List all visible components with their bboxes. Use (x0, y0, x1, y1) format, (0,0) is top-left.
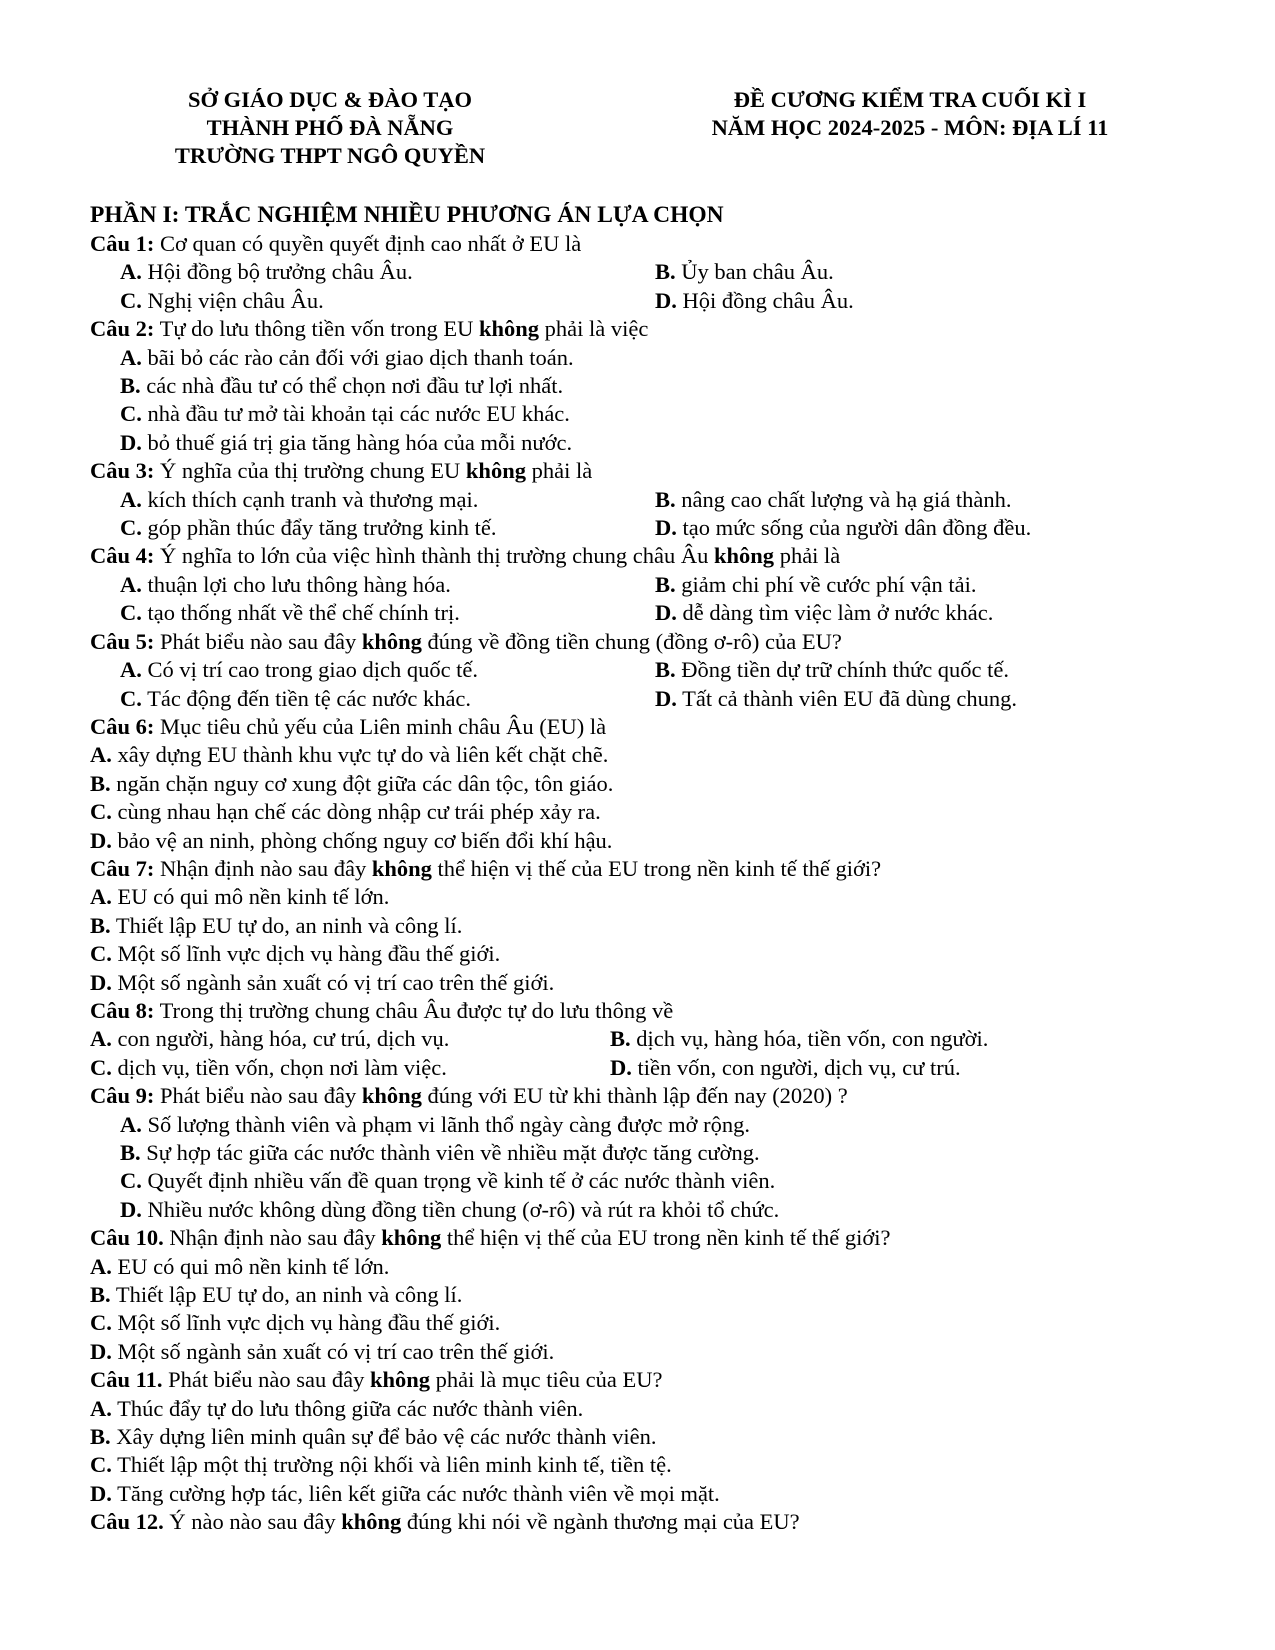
option-label: D. (90, 969, 112, 995)
question-number: Câu 9: (90, 1083, 155, 1109)
option-b (90, 770, 1220, 798)
question-6 (90, 713, 1220, 855)
question-keyword: không (381, 1225, 442, 1251)
option-c (90, 1451, 1220, 1479)
header-left (120, 86, 540, 170)
question-text: Mục tiêu chủ yếu của Liên minh châu Âu (EU) là (154, 713, 607, 739)
question-number: Câu 8: (90, 997, 155, 1023)
question-text: Phát biểu nào sau đây (154, 628, 362, 654)
question-8 (90, 997, 1220, 1082)
option-b (655, 656, 1215, 684)
option-text: xây dựng EU thành khu vực tự do và liên kết chặt chẽ. (111, 742, 609, 768)
question-keyword: không (478, 316, 540, 342)
option-label: C. (90, 1310, 112, 1336)
option-label: A. (90, 884, 112, 910)
option-d (655, 599, 1215, 627)
question-text: Cơ quan có quyền quyết định cao nhất ở EU là (154, 231, 582, 256)
option-a (120, 258, 655, 286)
question-stem (90, 628, 1220, 656)
option-c (120, 287, 655, 315)
option-d (610, 1054, 1185, 1082)
option-label: C. (120, 515, 142, 541)
document-body (90, 200, 1220, 1537)
option-text: bảo vệ an ninh, phòng chống nguy cơ biến đổi khí hậu. (111, 827, 613, 853)
question-keyword: không (341, 1509, 402, 1535)
option-text: nâng cao chất lượng và hạ giá thành. (675, 486, 1012, 512)
question-2 (90, 315, 1220, 457)
question-stem (90, 542, 1220, 570)
question-stem (90, 230, 1220, 258)
question-11 (90, 1366, 1220, 1508)
option-label: A. (120, 344, 142, 370)
option-b (655, 258, 1215, 286)
question-text-end: phải là (525, 458, 593, 484)
question-keyword: không (371, 855, 432, 881)
question-number: Câu 3: (90, 458, 155, 484)
option-b (655, 571, 1215, 599)
option-text: EU có qui mô nền kinh tế lớn. (111, 1253, 390, 1279)
question-4 (90, 542, 1220, 627)
option-text: Có vị trí cao trong giao dịch quốc tế. (141, 657, 479, 683)
option-a (90, 883, 1220, 911)
question-stem (90, 315, 1220, 343)
question-9 (90, 1082, 1220, 1224)
option-a (90, 741, 1220, 769)
option-d (655, 514, 1215, 542)
option-label: D. (90, 827, 112, 853)
question-text: Tự do lưu thông tiền vốn trong EU (154, 316, 479, 342)
option-label: C. (120, 287, 142, 313)
option-label: A. (120, 571, 142, 597)
option-d (655, 287, 1215, 315)
question-text: Ý nghĩa của thị trường chung EU (154, 458, 466, 484)
option-c (90, 1054, 610, 1082)
option-text: dịch vụ, hàng hóa, tiền vốn, con người. (630, 1026, 989, 1052)
option-label: B. (90, 1424, 111, 1450)
option-list (90, 1025, 1220, 1082)
option-text: dịch vụ, tiền vốn, chọn nơi làm việc. (111, 1054, 447, 1080)
question-number: Câu 10. (90, 1225, 164, 1251)
question-number: Câu 7: (90, 855, 155, 881)
option-a (120, 656, 655, 684)
option-c (90, 1309, 1220, 1337)
option-text: Một số lĩnh vực dịch vụ hàng đầu thế giới. (111, 941, 501, 967)
option-text: Thiết lập EU tự do, an ninh và công lí. (110, 1282, 463, 1308)
option-a (120, 486, 655, 514)
option-text: nhà đầu tư mở tài khoản tại các nước EU khác. (141, 401, 570, 427)
option-b (90, 372, 1220, 400)
question-text: Nhận định nào sau đây (154, 855, 372, 881)
option-label: C. (120, 600, 142, 626)
option-text: góp phần thúc đẩy tăng trưởng kinh tế. (141, 515, 497, 541)
question-stem (90, 855, 1220, 883)
option-label: D. (90, 1480, 112, 1506)
option-list (90, 258, 1220, 315)
option-label: C. (90, 1452, 112, 1478)
option-label: B. (120, 1140, 141, 1165)
question-stem (90, 997, 1220, 1025)
school-name: TRƯỜNG THPT NGÔ QUYỀN (174, 143, 486, 168)
option-text: tạo mức sống của người dân đồng đều. (676, 515, 1032, 541)
option-b (90, 1423, 1220, 1451)
option-text: Xây dựng liên minh quân sự để bảo vệ các nước thành viên. (110, 1424, 657, 1450)
option-label: B. (90, 912, 111, 938)
option-list (90, 656, 1220, 713)
question-number: Câu 6: (90, 713, 155, 739)
question-text-end: phải là việc (539, 316, 649, 342)
option-label: B. (655, 657, 676, 683)
option-label: D. (655, 287, 677, 313)
option-label: C. (90, 941, 112, 967)
question-12 (90, 1508, 1220, 1536)
question-stem (90, 713, 1220, 741)
question-text-end: đúng với EU từ khi thành lập đến nay (2020) ? (421, 1083, 848, 1109)
question-stem (90, 1508, 1220, 1536)
question-text-end: phải là (774, 543, 841, 569)
option-label: C. (120, 401, 142, 427)
question-stem (90, 1366, 1220, 1394)
option-text: tạo thống nhất về thể chế chính trị. (141, 600, 460, 626)
question-text-end: thể hiện vị thế của EU trong nền kinh tế thế giới? (431, 855, 882, 881)
option-text: Nhiều nước không dùng đồng tiền chung (ơ-rô) và rút ra khỏi tổ chức. (141, 1196, 780, 1222)
option-a (90, 1111, 1220, 1139)
option-a (90, 344, 1220, 372)
question-number: Câu 4: (90, 543, 155, 569)
question-3 (90, 457, 1220, 542)
school-year-subject: NĂM HỌC 2024-2025 - MÔN: ĐỊA LÍ 11 (711, 115, 1109, 140)
header-right (650, 86, 1170, 142)
option-text: Thiết lập EU tự do, an ninh và công lí. (110, 912, 463, 938)
question-keyword: không (370, 1367, 431, 1393)
option-label: B. (655, 486, 676, 512)
option-d (90, 827, 1220, 855)
option-label: C. (120, 685, 142, 711)
option-text: cùng nhau hạn chế các dòng nhập cư trái phép xảy ra. (111, 799, 601, 825)
option-label: D. (610, 1054, 632, 1080)
option-label: B. (655, 259, 676, 285)
option-b (655, 486, 1215, 514)
option-label: C. (120, 1168, 142, 1194)
option-label: D. (90, 1338, 112, 1364)
option-text: thuận lợi cho lưu thông hàng hóa. (141, 571, 451, 597)
option-text: Tăng cường hợp tác, liên kết giữa các nước thành viên về mọi mặt. (111, 1480, 720, 1506)
question-number: Câu 11. (90, 1367, 163, 1393)
option-label: A. (90, 1395, 112, 1421)
option-label: D. (120, 1196, 142, 1222)
option-c (120, 599, 655, 627)
option-text: EU có qui mô nền kinh tế lớn. (111, 884, 390, 910)
option-a (90, 1395, 1220, 1423)
section-title: PHẦN I: TRẮC NGHIỆM NHIỀU PHƯƠNG ÁN LỰA CHỌN (90, 202, 724, 228)
option-text: Hội đồng bộ trưởng châu Âu. (141, 259, 413, 285)
option-list (90, 741, 1220, 855)
option-text: Thúc đẩy tự do lưu thông giữa các nước thành viên. (111, 1395, 584, 1421)
question-number: Câu 5: (90, 628, 155, 654)
option-c (90, 940, 1220, 968)
question-text: Phát biểu nào sau đây (154, 1083, 362, 1109)
option-list (90, 344, 1220, 458)
option-d (90, 1480, 1220, 1508)
option-label: A. (120, 657, 142, 683)
option-label: D. (120, 429, 142, 455)
option-text: Hội đồng châu Âu. (676, 287, 854, 313)
option-text: Một số ngành sản xuất có vị trí cao trên thế giới. (111, 969, 555, 995)
question-5 (90, 628, 1220, 713)
option-c (120, 514, 655, 542)
option-label: A. (90, 1253, 112, 1279)
option-text: kích thích cạnh tranh và thương mại. (141, 486, 479, 512)
question-keyword: không (361, 628, 422, 654)
option-text: Nghị viện châu Âu. (141, 287, 324, 313)
option-text: Thiết lập một thị trường nội khối và liên minh kinh tế, tiền tệ. (111, 1452, 672, 1478)
option-d (90, 1196, 1220, 1224)
option-b (90, 1139, 1220, 1167)
option-d (90, 429, 1220, 457)
option-a (120, 571, 655, 599)
option-text: Số lượng thành viên và phạm vi lãnh thổ ngày càng được mở rộng. (141, 1111, 750, 1137)
option-label: A. (120, 259, 142, 285)
option-text: Sự hợp tác giữa các nước thành viên về nhiều mặt được tăng cường. (140, 1140, 760, 1165)
option-list (90, 1253, 1220, 1367)
department-name: SỞ GIÁO DỤC & ĐÀO TẠO (188, 87, 472, 112)
option-text: Quyết định nhiều vấn đề quan trọng về kinh tế ở các nước thành viên. (141, 1168, 776, 1194)
option-d (90, 969, 1220, 997)
option-d (655, 685, 1215, 713)
option-b (90, 1281, 1220, 1309)
option-c (90, 1167, 1220, 1195)
option-text: dễ dàng tìm việc làm ở nước khác. (676, 600, 994, 626)
question-text-end: phải là mục tiêu của EU? (430, 1367, 663, 1393)
option-label: B. (610, 1026, 631, 1052)
option-label: A. (120, 486, 142, 512)
question-keyword: không (714, 543, 775, 569)
option-label: D. (655, 515, 677, 541)
question-list (90, 230, 1220, 1537)
option-label: B. (655, 571, 676, 597)
option-label: A. (120, 1111, 142, 1137)
option-label: B. (90, 1282, 111, 1308)
question-text-end: đúng khi nói về ngành thương mại của EU? (401, 1509, 800, 1535)
option-text: Đồng tiền dự trữ chính thức quốc tế. (675, 657, 1010, 683)
option-text: Ủy ban châu Âu. (675, 259, 834, 285)
option-label: B. (90, 770, 111, 796)
question-10 (90, 1224, 1220, 1366)
question-text-end: đúng về đồng tiền chung (đồng ơ-rô) của EU? (421, 628, 842, 654)
question-stem (90, 1082, 1220, 1110)
option-label: D. (655, 600, 677, 626)
question-text: Nhận định nào sau đây (163, 1225, 382, 1251)
option-c (90, 400, 1220, 428)
option-list (90, 883, 1220, 997)
option-text: Tất cả thành viên EU đã dùng chung. (676, 685, 1017, 711)
question-text: Ý nghĩa to lớn của việc hình thành thị trường chung châu Âu (154, 543, 715, 569)
option-text: tiền vốn, con người, dịch vụ, cư trú. (631, 1054, 961, 1080)
city-name: THÀNH PHỐ ĐÀ NẴNG (206, 115, 454, 140)
option-c (120, 685, 655, 713)
question-text: Trong thị trường chung châu Âu được tự do lưu thông về (154, 997, 674, 1023)
option-text: giảm chi phí về cước phí vận tải. (675, 571, 977, 597)
option-text: con người, hàng hóa, cư trú, dịch vụ. (111, 1026, 450, 1052)
question-number: Câu 12. (90, 1509, 164, 1535)
option-b (610, 1025, 1185, 1053)
option-text: các nhà đầu tư có thể chọn nơi đầu tư lợi nhất. (140, 373, 564, 399)
option-text: Một số ngành sản xuất có vị trí cao trên thế giới. (111, 1338, 555, 1364)
option-b (90, 912, 1220, 940)
option-label: B. (120, 373, 141, 399)
question-keyword: không (465, 458, 526, 484)
option-list (90, 571, 1220, 628)
question-text-end: thể hiện vị thế của EU trong nền kinh tế thế giới? (441, 1225, 891, 1251)
document-title: ĐỀ CƯƠNG KIỂM TRA CUỐI KÌ I (733, 87, 1087, 112)
option-c (90, 798, 1220, 826)
option-d (90, 1338, 1220, 1366)
option-label: A. (90, 1026, 112, 1052)
question-number: Câu 2: (90, 316, 155, 342)
question-stem (90, 1224, 1220, 1252)
option-text: bãi bỏ các rào cản đối với giao dịch thanh toán. (141, 344, 574, 370)
option-list (90, 1111, 1220, 1225)
option-list (90, 486, 1220, 543)
option-label: C. (90, 1054, 112, 1080)
option-label: C. (90, 799, 112, 825)
option-label: A. (90, 742, 112, 768)
question-7 (90, 855, 1220, 997)
option-text: bỏ thuế giá trị gia tăng hàng hóa của mỗi nước. (141, 429, 573, 455)
option-a (90, 1025, 610, 1053)
question-number: Câu 1: (90, 231, 155, 256)
question-text: Phát biểu nào sau đây (162, 1367, 370, 1393)
option-text: Một số lĩnh vực dịch vụ hàng đầu thế giới. (111, 1310, 501, 1336)
option-a (90, 1253, 1220, 1281)
question-1 (90, 230, 1220, 315)
option-text: ngăn chặn nguy cơ xung đột giữa các dân tộc, tôn giáo. (110, 770, 614, 796)
option-list (90, 1395, 1220, 1509)
question-stem (90, 457, 1220, 485)
option-text: Tác động đến tiền tệ các nước khác. (141, 685, 472, 711)
question-keyword: không (361, 1083, 422, 1109)
question-text: Ý nào nào sau đây (163, 1509, 342, 1535)
option-label: D. (655, 685, 677, 711)
